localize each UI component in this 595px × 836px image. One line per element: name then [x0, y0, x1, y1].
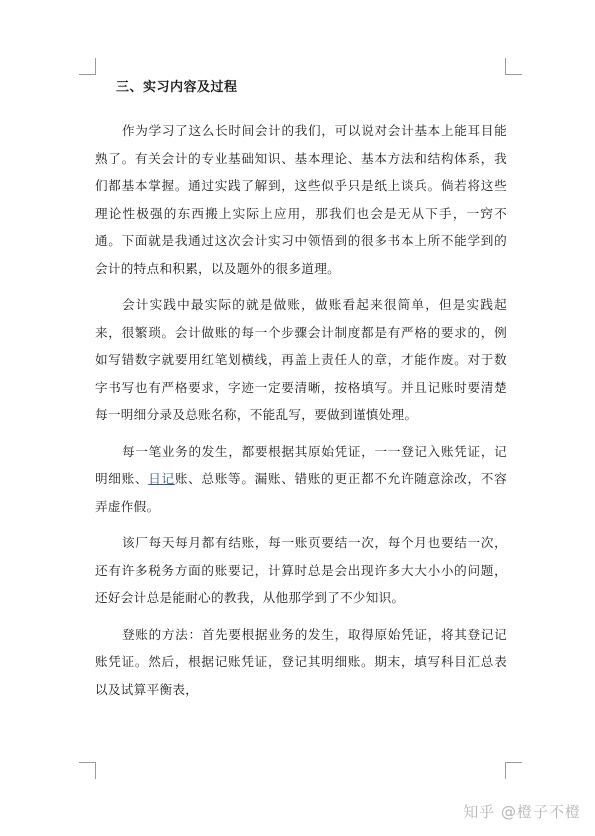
paragraph-2: 会计实践中最实际的就是做账，做账看起来很简单，但是实践起来，很繁琐。会计做账的每一个步骤会计制度都是有严格的要求的，例如写错数字就要用红笔划横线，再盖上责任人的章，才能作废。对于数字书写也有严格要求，字迹一定要清晰，按格填写。并且记账时要清楚每一明细分录及总账名称，不能乱写，要做到谨慎处理。 — [95, 297, 507, 422]
paragraph-3-text-a: 每一笔业务的发生，都要根据其原始凭证，一一登记入账凭证，记明细账、 — [95, 443, 507, 486]
paragraph-4: 该厂每天每月都有结账，每一账页要结一次，每个月也要结一次，还有许多税务方面的账要记，计算时总是会出现许多大大小小的问题，还好会计总是能耐心的教我，从他那学到了不少知识。 — [95, 535, 507, 605]
section-heading: 三、实习内容及过程 — [116, 80, 238, 95]
document-body — [95, 74, 507, 703]
zhihu-watermark: 知乎 @橙子不橙 — [463, 803, 581, 821]
crop-mark-top-left — [79, 58, 96, 75]
crop-mark-top-right — [505, 58, 522, 75]
crop-mark-bottom-left — [79, 762, 96, 779]
paragraph-3-text-b: 账、总账等。漏账、错账的更正都不允许随意涂改，不容弄虚作假。 — [95, 471, 507, 514]
paragraph-5: 登账的方法：首先要根据业务的发生，取得原始凭证，将其登记记账凭证。然后，根据记账凭证，登记其明细账。期末，填写科目汇总表以及试算平衡表， — [95, 626, 507, 697]
paragraph-1: 作为学习了这么长时间会计的我们，可以说对会计基本上能耳目能熟了。有关会计的专业基础知识、基本理论、基本方法和结构体系，我们都基本掌握。通过实践了解到，这些似乎只是纸上谈兵。倘若将这些理论性极强的东西搬上实际上应用，那我们也会是无从下手，一窍不通。下面就是我通过这次会计实习中领悟到的很多书本上所不能学到的会计的特点和积累，以及题外的很多道理。 — [95, 123, 507, 276]
crop-mark-bottom-right — [505, 762, 522, 779]
riji-link[interactable]: 日记 — [148, 471, 175, 486]
paragraph-3 — [95, 438, 507, 521]
